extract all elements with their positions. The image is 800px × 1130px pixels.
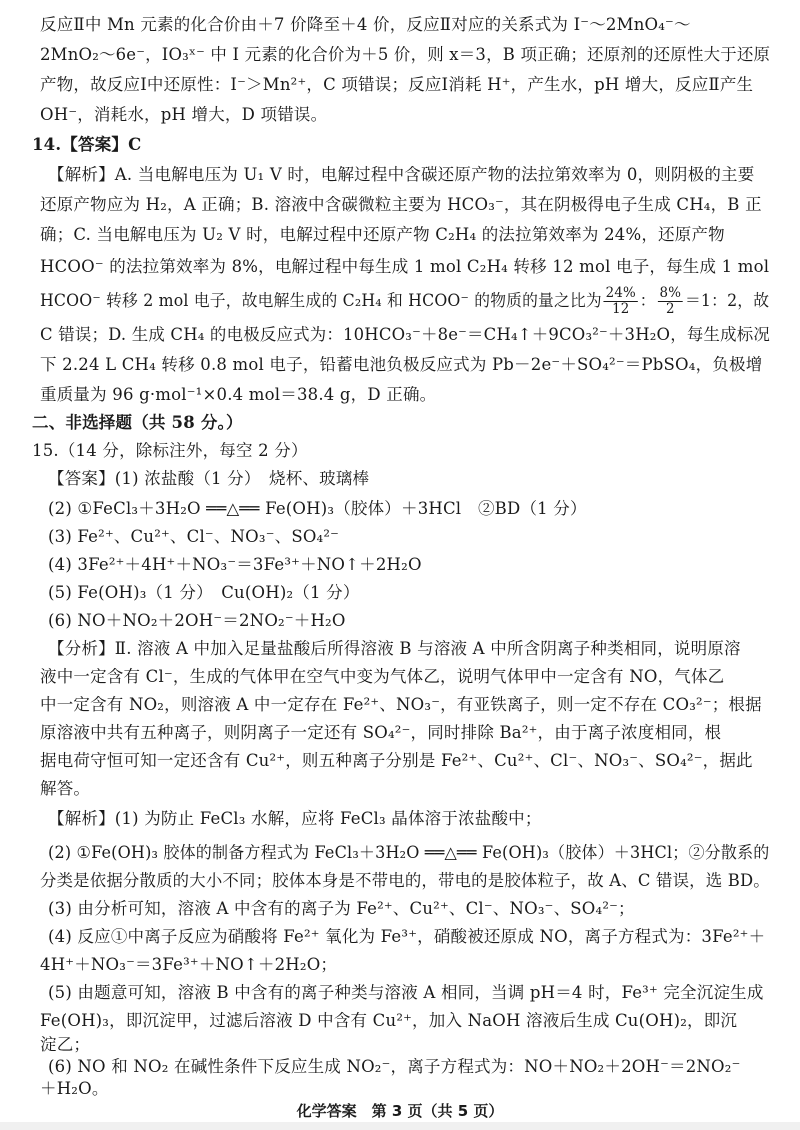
fraction [658, 286, 683, 317]
text-line: OH⁻，消耗水，pH 增大，D 项错误。 [40, 105, 328, 124]
answer-line: (6) NO＋NO₂＋2OH⁻＝2NO₂⁻＋H₂O [48, 611, 346, 630]
answer-line: (3) Fe²⁺、Cu²⁺、Cl⁻、NO₃⁻、SO₄²⁻ [48, 527, 340, 546]
text-line: HCOO⁻ 的法拉第效率为 8%，电解过程中每生成 1 mol C₂H₄ 转移 12 mol 电子，每生成 1 mol [40, 257, 770, 276]
section-heading: 二、非选择题（共 58 分。） [32, 413, 243, 432]
analysis-line: 【分析】Ⅱ. 溶液 A 中加入足量盐酸后所得溶液 B 与溶液 A 中所含阴离子种类相同，说明原溶 [48, 639, 741, 658]
text-line: 反应Ⅱ中 Mn 元素的化合价由＋7 价降至＋4 价，反应Ⅱ对应的关系式为 I⁻～2MnO₄⁻～ [40, 15, 691, 34]
answer-line: (5) Fe(OH)₃（1 分） Cu(OH)₂（1 分） [48, 583, 360, 602]
explanation-line: (3) 由分析可知，溶液 A 中含有的离子为 Fe²⁺、Cu²⁺、Cl⁻、NO₃⁻、SO₄²⁻； [48, 899, 635, 918]
text-line: ＋H₂O。 [40, 1079, 109, 1098]
explanation-line: 【解析】(1) 为防止 FeCl₃ 水解，应将 FeCl₃ 晶体溶于浓盐酸中； [48, 809, 542, 828]
text-line: 解答。 [40, 779, 91, 798]
text-line: 分类是依据分散质的大小不同；胶体本身是不带电的，带电的是胶体粒子，故 A、C 错误，选 BD。 [40, 871, 770, 890]
text-line: 淀乙； [40, 1035, 91, 1054]
text-line: 下 2.24 L CH₄ 转移 0.8 mol 电子，铅蓄电池负极反应式为 Pb－2e⁻＋SO₄²⁻＝PbSO₄，负极增 [40, 355, 763, 374]
fraction [604, 286, 638, 317]
text-line: 产物，故反应Ⅰ中还原性：I⁻＞Mn²⁺，C 项错误；反应Ⅰ消耗 H⁺，产生水，pH 增大，反应Ⅱ产生 [40, 75, 754, 94]
explanation-line: (5) 由题意可知，溶液 B 中含有的离子种类与溶液 A 相同，当调 pH＝4 时，Fe³⁺ 完全沉淀生成 [48, 983, 764, 1002]
question-15-header: 15.（14 分，除标注外，每空 2 分） [32, 441, 308, 460]
answer-line: (2) ①FeCl₃＋3H₂O ══△══ Fe(OH)₃（胶体）＋3HCl ②BD（1 分） [48, 499, 587, 518]
fraction-numerator: 8% [659, 285, 682, 301]
fraction-numerator: 24% [605, 285, 636, 301]
answer-line: (4) 3Fe²⁺＋4H⁺＋NO₃⁻＝3Fe³⁺＋NO↑＋2H₂O [48, 555, 422, 574]
text-line: 重质量为 96 g·mol⁻¹×0.4 mol＝38.4 g，D 正确。 [40, 385, 437, 404]
page-bottom-edge [0, 1122, 800, 1130]
text-line: C 错误；D. 生成 CH₄ 的电极反应式为：10HCO₃⁻＋8e⁻＝CH₄↑＋9CO₃²⁻＋3H₂O，每生成标况 [40, 325, 770, 344]
ratio-result: ＝1：2，故 [684, 291, 770, 310]
text-line: 液中一定含有 Cl⁻，生成的气体甲在空气中变为气体乙，说明气体甲中一定含有 NO，气体乙 [40, 667, 725, 686]
text-line: 中一定含有 NO₂，则溶液 A 中一定存在 Fe²⁺、NO₃⁻，有亚铁离子，则一定不存在 CO₃²⁻；根据 [40, 695, 762, 714]
text-line: Fe(OH)₃，即沉淀甲，过滤后溶液 D 中含有 Cu²⁺，加入 NaOH 溶液后生成 Cu(OH)₂，即沉 [40, 1011, 738, 1030]
answer-line: 【答案】(1) 浓盐酸（1 分） 烧杯、玻璃棒 [48, 469, 370, 488]
ratio-line [40, 284, 770, 318]
ratio-colon: ： [639, 291, 656, 310]
question-14-answer: 14.【答案】C [32, 135, 142, 154]
fraction-denominator: 12 [612, 301, 630, 317]
page-footer: 化学答案 第 3 页（共 5 页） [296, 1102, 504, 1120]
ratio-text: HCOO⁻ 转移 2 mol 电子，故电解生成的 C₂H₄ 和 HCOO⁻ 的物质的量之比为 [40, 291, 602, 310]
explanation-line: (2) ①Fe(OH)₃ 胶体的制备方程式为 FeCl₃＋3H₂O ══△══ Fe(OH)₃（胶体）＋3HCl；②分散系的 [48, 843, 770, 862]
explanation-line: (6) NO 和 NO₂ 在碱性条件下反应生成 NO₂⁻，离子方程式为：NO＋NO₂＋2OH⁻＝2NO₂⁻ [48, 1057, 741, 1076]
text-line: 【解析】A. 当电解电压为 U₁ V 时，电解过程中含碳还原产物的法拉第效率为 0，则阴极的主要 [48, 165, 755, 184]
text-line: 4H⁺＋NO₃⁻＝3Fe³⁺＋NO↑＋2H₂O； [40, 955, 338, 974]
text-line: 确；C. 当电解电压为 U₂ V 时，电解过程中还原产物 C₂H₄ 的法拉第效率为 24%，还原产物 [40, 225, 725, 244]
text-line: 原溶液中共有五种离子，则阴离子一定还有 SO₄²⁻，同时排除 Ba²⁺，由于离子浓度相同，根 [40, 723, 722, 742]
text-line: 据电荷守恒可知一定还含有 Cu²⁺，则五种离子分别是 Fe²⁺、Cu²⁺、Cl⁻、NO₃⁻、SO₄²⁻，据此 [40, 751, 753, 770]
fraction-denominator: 2 [665, 301, 675, 317]
text-line: 还原产物应为 H₂，A 正确；B. 溶液中含碳微粒主要为 HCO₃⁻，其在阴极得电子生成 CH₄，B 正 [40, 195, 762, 214]
explanation-line: (4) 反应①中离子反应为硝酸将 Fe²⁺ 氧化为 Fe³⁺，硝酸被还原成 NO，离子方程式为：3Fe²⁺＋ [48, 927, 766, 946]
text-line: 2MnO₂～6e⁻，IO₃ˣ⁻ 中 I 元素的化合价为＋5 价，则 x＝3，B 项正确；还原剂的还原性大于还原 [40, 45, 771, 64]
